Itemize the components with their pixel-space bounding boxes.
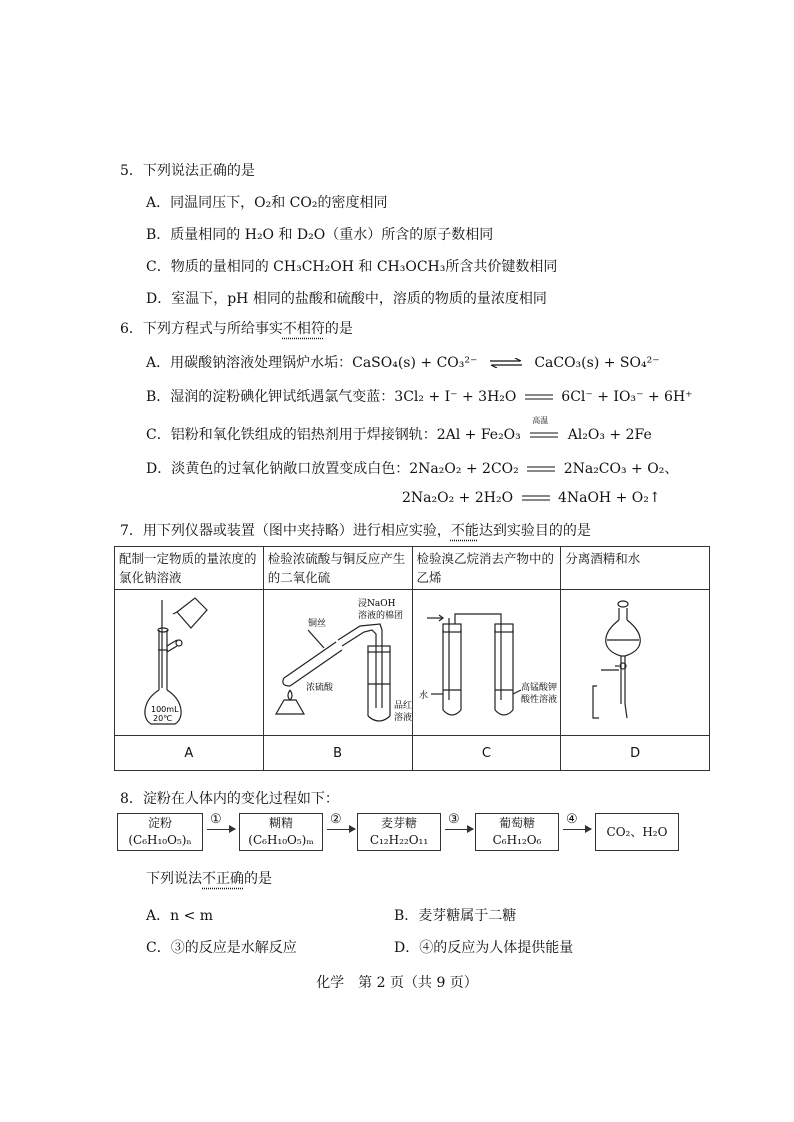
q7-stem: 7．用下列仪器或装置（图中夹持略）进行相应实验，不能达到实验目的的是 <box>120 523 591 539</box>
emphasis-text: 不能 <box>450 523 479 539</box>
q6-option-d: D．淡黄色的过氧化钠敞口放置变成白色：2Na₂O₂ + 2CO₂ 2Na₂CO₃ + O₂、 <box>146 461 679 477</box>
label-water: 水 <box>418 691 428 701</box>
q5-option-b: B．质量相同的 H₂O 和 D₂O（重水）所含的原子数相同 <box>146 227 494 243</box>
flask-volume-label: 100mL <box>151 705 179 714</box>
apparatus-b <box>263 590 412 736</box>
step-3-label: ③ <box>448 812 460 827</box>
flow-box-dextrin: 糊精 (C₆H₁₀O₅)ₘ <box>239 813 323 851</box>
q5-stem: 5．下列说法正确的是 <box>120 163 255 179</box>
volumetric-flask-icon <box>115 590 243 730</box>
equals-sign-icon <box>526 465 556 473</box>
label-kmno4-1: 高锰酸钾 <box>520 683 557 693</box>
flask-temp-label: 20℃ <box>153 714 173 723</box>
ethylene-test-apparatus-icon <box>413 590 573 730</box>
flow-box-starch: 淀粉 (C₆H₁₀O₅)ₙ <box>117 813 203 851</box>
emphasis-text: 不正确 <box>202 871 244 887</box>
q5-option-a: A．同温同压下，O₂和 CO₂的密度相同 <box>146 195 388 211</box>
label-c: C <box>412 736 561 771</box>
apparatus-c <box>412 590 561 736</box>
q6-option-a: A．用碳酸钠溶液处理锅炉水垢：CaSO₄(s) + CO₃²⁻ CaCO₃(s) + SO₄²⁻ <box>146 355 660 371</box>
label-b: B <box>263 736 412 771</box>
emphasis-text: 不相符 <box>282 321 325 337</box>
label-conc-h2so4: 浓硫酸 <box>305 683 333 693</box>
arrow-icon <box>445 829 473 830</box>
separatory-funnel-icon <box>561 590 697 730</box>
header-a: 配制一定物质的量浓度的氯化钠溶液 <box>115 547 264 590</box>
arrow-icon <box>207 829 235 830</box>
equals-sign-icon <box>524 393 554 401</box>
apparatus-table <box>114 546 710 771</box>
q6-option-b: B．湿润的淀粉碘化钾试纸遇氯气变蓝：3Cl₂ + I⁻ + 3H₂O 6Cl⁻ + IO₃⁻ + 6H⁺ <box>146 389 693 405</box>
label-naoh-2: 溶液的棉团 <box>357 611 403 621</box>
q6-stem: 6．下列方程式与所给事实不相符的是 <box>120 321 353 337</box>
q8-option-b: B．麦芽糖属于二糖 <box>394 908 517 924</box>
header-b: 检验浓硫酸与铜反应产生的二氧化硫 <box>263 547 412 590</box>
condition-label: 高温 <box>532 416 549 425</box>
starch-flow-diagram <box>117 808 697 854</box>
header-d: 分离酒精和水 <box>561 547 710 590</box>
q8-option-c: C．③的反应是水解反应 <box>146 940 297 956</box>
q5-option-d: D．室温下，pH 相同的盐酸和硫酸中，溶质的物质的量浓度相同 <box>146 291 547 307</box>
q8-stem: 8．淀粉在人体内的变化过程如下： <box>120 791 339 807</box>
equals-sign-icon <box>521 494 551 502</box>
flow-box-glucose: 葡萄糖 C₆H₁₂O₆ <box>475 813 559 851</box>
label-a: A <box>115 736 264 771</box>
label-magenta-2: 溶液 <box>393 713 412 723</box>
equilibrium-arrow-icon <box>488 358 524 368</box>
flow-box-maltose: 麦芽糖 C₁₂H₂₂O₁₁ <box>357 813 441 851</box>
equals-sign-icon <box>529 431 559 439</box>
label-copper-wire: 铜丝 <box>307 619 326 629</box>
q8-substem: 下列说法不正确的是 <box>146 871 272 887</box>
page-footer: 化学 第 2 页（共 9 页） <box>316 975 478 991</box>
q6-option-d-line2: 2Na₂O₂ + 2H₂O 4NaOH + O₂↑ <box>402 490 661 506</box>
q8-option-d: D．④的反应为人体提供能量 <box>394 940 574 956</box>
label-d: D <box>561 736 710 771</box>
label-kmno4-2: 酸性溶液 <box>520 695 557 705</box>
copper-sulfuric-apparatus-icon <box>264 590 432 730</box>
step-1-label: ① <box>210 812 222 827</box>
step-4-label: ④ <box>566 812 578 827</box>
apparatus-a <box>115 590 264 736</box>
q6-option-c: C．铝粉和氧化铁组成的铝热剂用于焊接钢轨：2Al + Fe₂O₃ 高温 Al₂O₃ + 2Fe <box>146 416 652 443</box>
q5-option-c: C．物质的量相同的 CH₃CH₂OH 和 CH₃OCH₃所含共价键数相同 <box>146 259 558 275</box>
q8-option-a: A．n < m <box>146 908 214 924</box>
arrow-icon <box>327 829 355 830</box>
flow-box-products: CO₂、H₂O <box>595 813 679 851</box>
apparatus-d <box>561 590 710 736</box>
label-magenta-1: 品红 <box>393 701 412 711</box>
header-c: 检验溴乙烷消去产物中的乙烯 <box>412 547 561 590</box>
label-naoh-1: 浸NaOH <box>357 599 396 609</box>
arrow-icon <box>563 829 591 830</box>
step-2-label: ② <box>330 812 342 827</box>
